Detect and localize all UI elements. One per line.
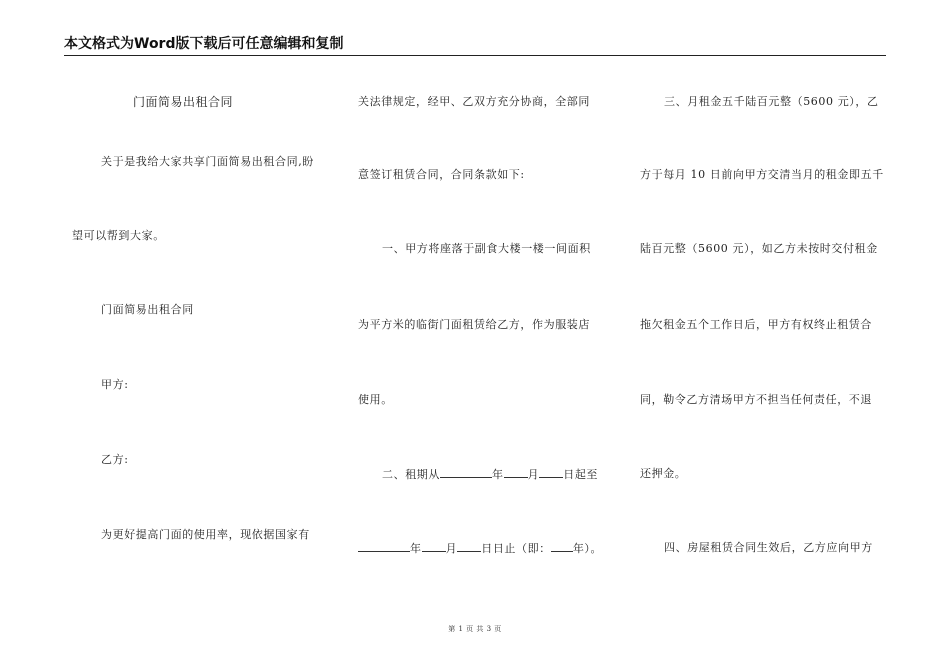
end-suffix: 日日止（即： xyxy=(481,542,551,555)
paragraph-line: 还押金。 xyxy=(640,467,687,480)
paragraph-line: 乙方: xyxy=(101,453,129,466)
lease-end-line xyxy=(358,541,602,556)
years-label: 年）。 xyxy=(572,542,603,555)
month-label: 月 xyxy=(445,542,458,555)
document-title: 门面简易出租合同 xyxy=(133,95,234,109)
paragraph-line: 一、甲方将座落于副食大楼一楼一间面积 xyxy=(382,242,591,255)
paragraph-line: 为更好提高门面的使用率，现依据国家有 xyxy=(101,528,310,541)
year-label: 年 xyxy=(410,542,422,555)
paragraph-line: 四、房屋租赁合同生效后，乙方应向甲方 xyxy=(664,541,873,554)
end-day-blank xyxy=(457,541,481,552)
year-label: 年 xyxy=(492,468,504,481)
start-day-blank xyxy=(539,467,563,478)
paragraph-line: 三、月租金五千陆百元整（5600 元），乙 xyxy=(664,95,879,108)
paragraph-line: 方于每月 10 日前向甲方交清当月的租金即五千 xyxy=(640,168,884,181)
years-blank xyxy=(551,541,573,552)
header-divider xyxy=(64,55,886,56)
paragraph-line: 陆百元整（5600 元），如乙方未按时交付租金 xyxy=(640,242,878,255)
paragraph-line: 门面简易出租合同 xyxy=(101,303,194,316)
month-label: 月 xyxy=(527,468,540,481)
start-month-blank xyxy=(504,467,528,478)
paragraph-line: 关法律规定，经甲、乙双方充分协商，全部同 xyxy=(358,95,590,108)
paragraph-line: 望可以帮到大家。 xyxy=(72,229,165,242)
paragraph-line: 甲方: xyxy=(101,378,129,391)
start-year-blank xyxy=(440,467,492,478)
paragraph-line: 意签订租赁合同，合同条款如下: xyxy=(358,168,525,181)
end-month-blank xyxy=(422,541,446,552)
page-footer: 第 1 页 共 3 页 xyxy=(448,625,502,633)
paragraph-line: 拖欠租金五个工作日后，甲方有权终止租赁合 xyxy=(640,318,872,331)
paragraph-line: 使用。 xyxy=(358,393,393,406)
document-header: 本文格式为Word版下载后可任意编辑和复制 xyxy=(64,36,344,52)
lease-term-line xyxy=(382,467,598,482)
paragraph-line: 同，勒令乙方清场甲方不担当任何责任，不退 xyxy=(640,393,872,406)
paragraph-line: 为平方米的临街门面租赁给乙方，作为服装店 xyxy=(358,318,590,331)
term-suffix: 日起至 xyxy=(563,468,599,481)
term-prefix: 二、租期从 xyxy=(382,468,440,481)
end-year-blank xyxy=(358,541,410,552)
paragraph-line: 关于是我给大家共享门面简易出租合同,盼 xyxy=(101,155,314,168)
